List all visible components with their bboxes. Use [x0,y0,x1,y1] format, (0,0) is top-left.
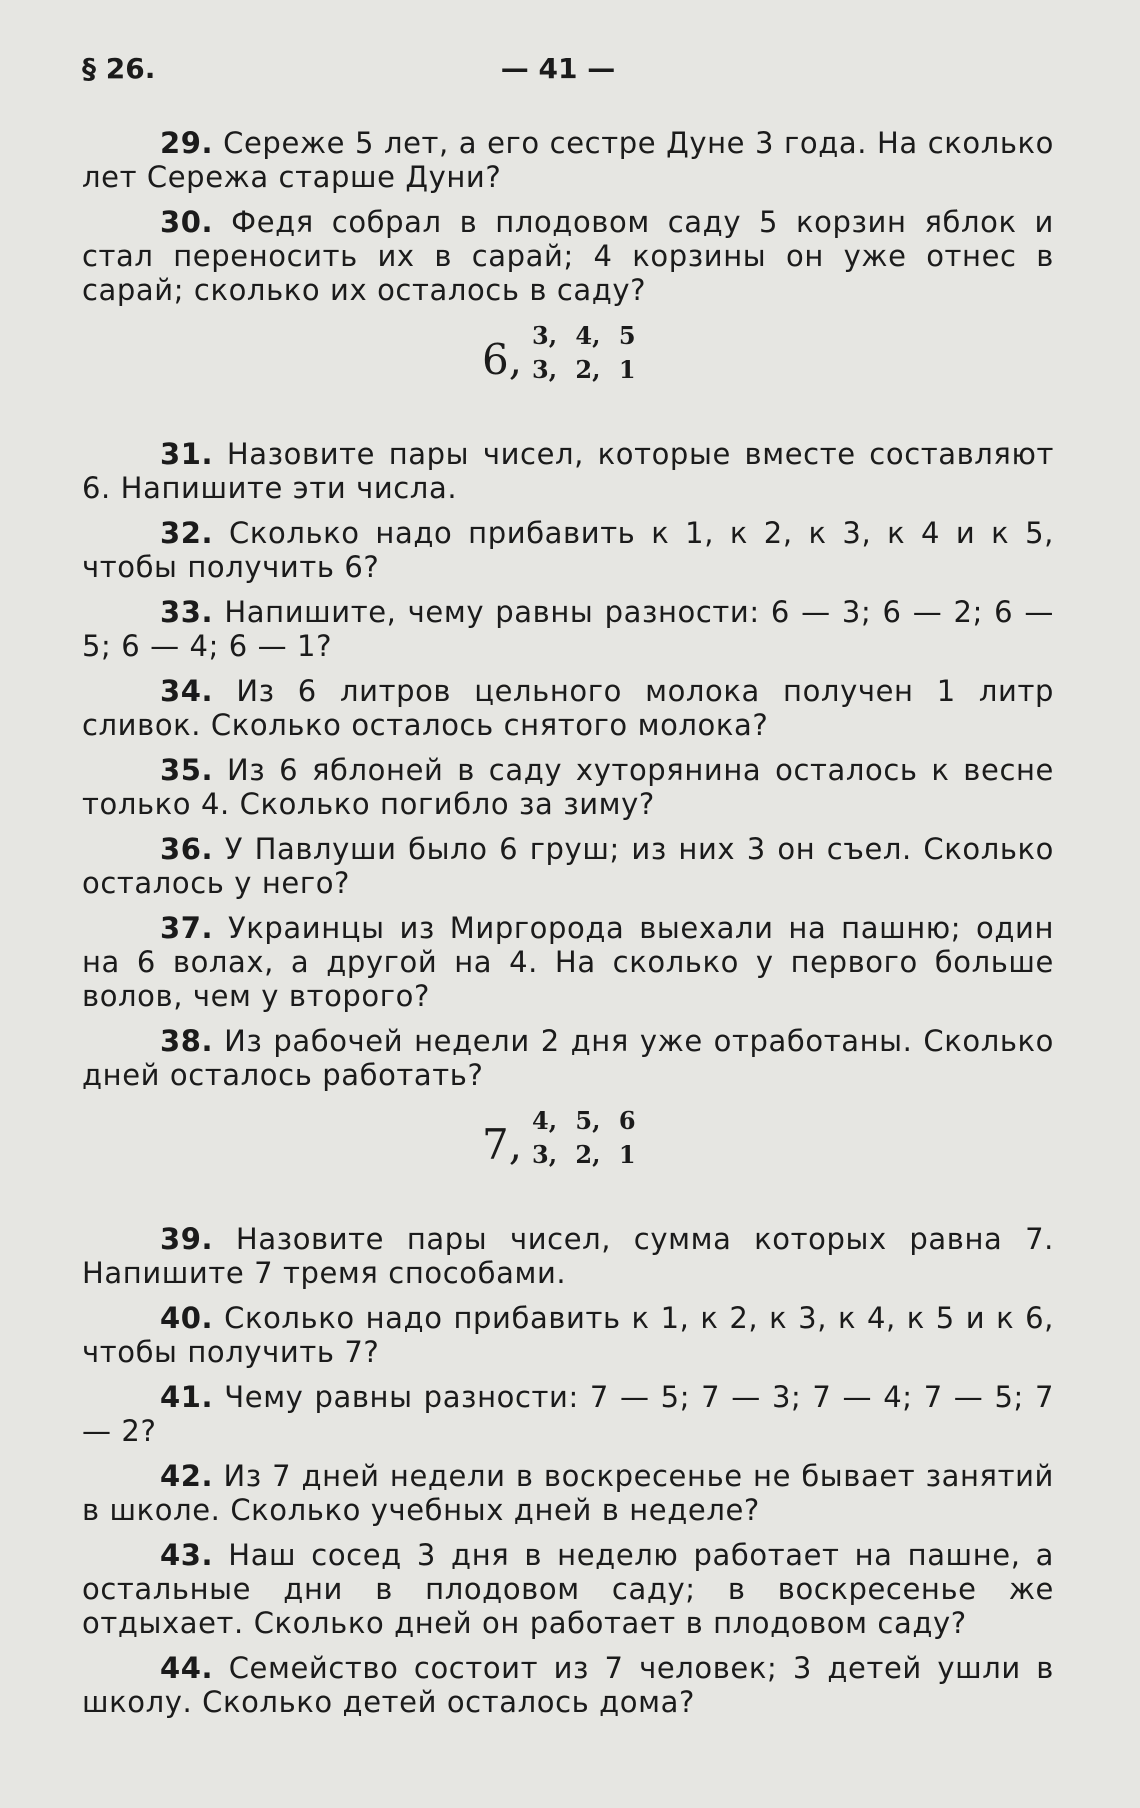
problem-29 [82,126,1054,194]
problem-number: 42. [160,1459,214,1493]
problem-text: Из рабочей недели 2 дня уже отработаны. Сколько дней осталось работать? [82,1024,1054,1092]
problem-number: 36. [160,832,214,866]
composition-base-number: 7, [482,1120,523,1169]
problem-number: 34. [160,674,214,708]
problem-number: 31. [160,437,214,471]
problem-text: Из 6 литров цельного молока получен 1 литр сливок. Сколько осталось снятого молока? [82,674,1054,742]
problem-text: Из 7 дней недели в воскресенье не бывает занятий в школе. Сколько учебных дней в неделе? [82,1459,1054,1527]
problem-text: У Павлуши было 6 груш; из них 3 он съел. Сколько осталось у него? [82,832,1054,900]
number-composition-6 [82,321,1054,411]
problem-number: 32. [160,516,214,550]
problem-number: 38. [160,1024,214,1058]
composition-base-number: 6, [482,335,523,384]
problem-number: 30. [160,205,214,239]
section-number: § 26. [82,52,156,85]
problem-30 [82,205,1054,307]
problem-33 [82,595,1054,663]
problem-36 [82,832,1054,900]
problem-35 [82,753,1054,821]
problem-text: Из 6 яблоней в саду хуторянина осталось к весне только 4. Сколько погибло за зиму? [82,753,1054,821]
problems-group-c [82,1222,1054,1719]
problem-text: Наш сосед 3 дня в неделю работает на пашне, а остальные дни в плодовом саду; в воскресенье же отдыхает. Сколько дней он работает в плодовом саду? [82,1538,1054,1640]
problem-number: 29. [160,126,214,160]
number-composition-7 [82,1106,1054,1196]
problem-text: Сереже 5 лет, а его сестре Дуне 3 года. На сколько лет Сережа старше Дуни? [82,126,1054,194]
problem-number: 43. [160,1538,214,1572]
composition-top-row: 3, 4, 5 [532,321,636,350]
problem-number: 35. [160,753,214,787]
problem-31 [82,437,1054,505]
problem-41 [82,1380,1054,1448]
problem-38 [82,1024,1054,1092]
problem-32 [82,516,1054,584]
composition-top-row: 4, 5, 6 [532,1106,636,1135]
problem-text: Семейство состоит из 7 человек; 3 детей ушли в школу. Сколько детей осталось дома? [82,1651,1054,1719]
problem-text: Назовите пары чисел, сумма которых равна 7. Напишите 7 тремя способами. [82,1222,1054,1290]
problem-number: 41. [160,1380,214,1414]
problem-text: Федя собрал в плодовом саду 5 корзин яблок и стал переносить их в сарай; 4 корзины он уже отнес в сарай; сколько их осталось в саду? [82,205,1054,307]
problem-34 [82,674,1054,742]
page-header [82,52,1054,90]
problem-text: Напишите, чему равны разности: 6 — 3; 6 — 2; 6 — 5; 6 — 4; 6 — 1? [82,595,1054,663]
problem-number: 33. [160,595,214,629]
problem-text: Назовите пары чисел, которые вместе составляют 6. Напишите эти числа. [82,437,1054,505]
problem-number: 37. [160,911,214,945]
problem-number: 40. [160,1301,214,1335]
problem-text: Сколько надо прибавить к 1, к 2, к 3, к 4 и к 5, чтобы получить 6? [82,516,1054,584]
problems-group-a [82,126,1054,307]
problems-group-b [82,437,1054,1092]
problem-text: Сколько надо прибавить к 1, к 2, к 3, к 4, к 5 и к 6, чтобы получить 7? [82,1301,1054,1369]
problem-number: 44. [160,1651,214,1685]
composition-bottom-row: 3, 2, 1 [532,1140,636,1169]
problem-42 [82,1459,1054,1527]
problem-number: 39. [160,1222,214,1256]
page-number: — 41 — [500,52,616,85]
problem-39 [82,1222,1054,1290]
problem-37 [82,911,1054,1013]
problem-text: Чему равны разности: 7 — 5; 7 — 3; 7 — 4; 7 — 5; 7 — 2? [82,1380,1055,1448]
problem-text: Украинцы из Миргорода выехали на пашню; один на 6 волах, а другой на 4. На сколько у первого больше волов, чем у второго? [82,911,1055,1013]
problem-44 [82,1651,1054,1719]
problem-43 [82,1538,1054,1640]
problem-40 [82,1301,1054,1369]
composition-bottom-row: 3, 2, 1 [532,355,636,384]
